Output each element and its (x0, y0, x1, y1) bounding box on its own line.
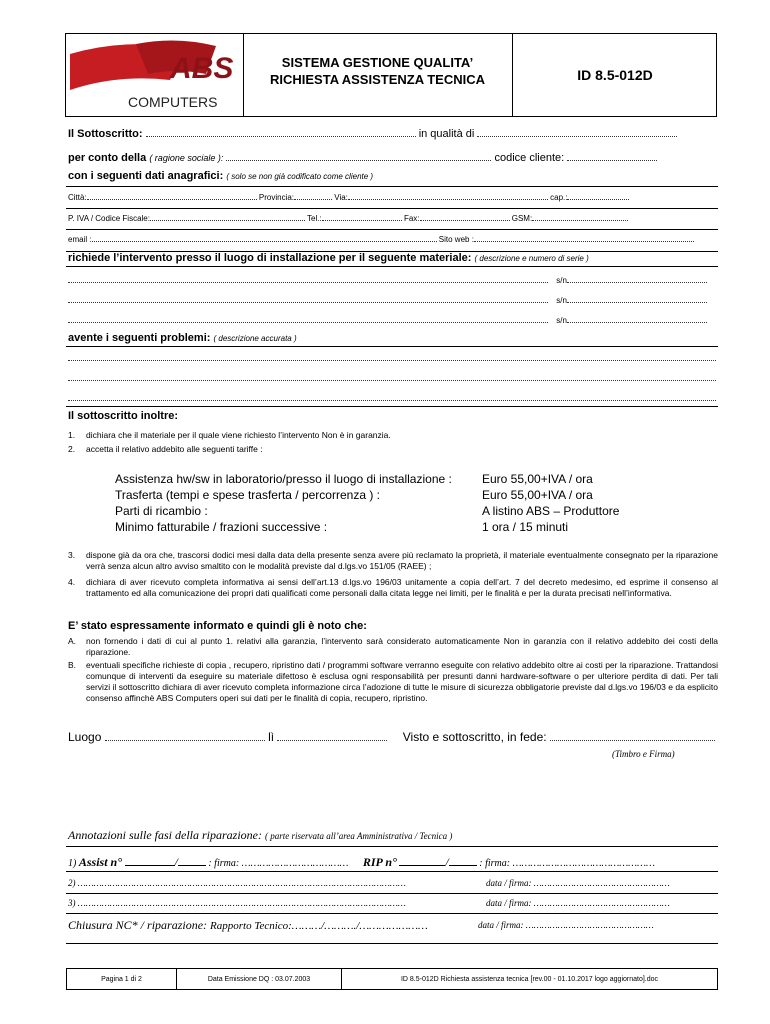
noto-item-a: A. non fornendo i dati di cui al punto 1. relativi alla garanzia, l’intervento sarà considerato automaticamente Non in garanzia con il relativo addebito dei costi della riparazione. (68, 636, 718, 657)
tariffa-row (115, 471, 715, 487)
inoltre-item-1-text: dichiara che il materiale per il quale viene richiesto l’intervento Non è in garanzia. (86, 430, 391, 440)
tariffa-label: Assistenza hw/sw in laboratorio/presso il luogo di installazione : (115, 472, 452, 486)
document-header (65, 33, 717, 117)
inoltre-item-4-text: dichiara di aver ricevuto completa informativa ai sensi dell’art.13 d.lgs.vo 196/03 unitamente a copia dell’art. 7 del decreto medesimo, ed esprime il consenso al trattamento ed alla comunicazione dei propri dati qualificati come personali dalla citata legge nei limiti, per le finalità e per la durata precisati nell’informativa. (86, 577, 718, 598)
timbro-label: (Timbro e Firma) (612, 749, 675, 759)
document-id: ID 8.5-012D (577, 67, 653, 83)
sottoscritto-row (68, 128, 718, 140)
rip-firma: : firma: ………………………………………… (479, 858, 655, 869)
assist-year-field[interactable] (178, 865, 206, 866)
sn-field-3[interactable] (567, 322, 707, 323)
inoltre-item-3: 3. dispone già da ora che, trascorsi dodici mesi dalla data della presente senza avere più reclamato la proprietà, il materiale eventualmente consegnato per la riparazione verrà senza alcun altro avviso smaltito con le modalità previste dal d.lgs.vo 151/05 (RAEE) ; (68, 550, 718, 571)
provincia-field[interactable] (294, 199, 332, 200)
sito-label: Sito web : (438, 235, 474, 244)
firma-row (68, 730, 728, 744)
sn-field-1[interactable] (567, 282, 707, 283)
sottoscritto-label: Il Sottoscritto: (68, 128, 143, 140)
noto-heading: E’ stato espressamente informato e quindi gli è noto che: (68, 620, 367, 632)
footer-filename: ID 8.5-012D Richiesta assistenza tecnica [rev.00 - 01.10.2017 logo aggiornato].doc (342, 969, 718, 990)
footer-page-number: Pagina 1 di 2 (67, 969, 177, 990)
assist-firma: : firma: ……………………………… (208, 858, 349, 869)
logo-text: ABS (170, 52, 234, 85)
inoltre-item-2-text: accetta il relativo addebito alle seguenti tariffe : (86, 444, 263, 454)
via-label: Via: (334, 193, 348, 202)
tel-label: Tel.: (307, 214, 322, 223)
tariffa-label: Minimo fatturabile / frazioni successive : (115, 520, 328, 534)
title-line-2: RICHIESTA ASSISTENZA TECNICA (270, 72, 485, 87)
sito-field[interactable] (474, 241, 694, 242)
piva-label: P. IVA / Codice Fiscale: (68, 214, 150, 223)
problemi-field-2[interactable] (68, 380, 716, 381)
sottoscritto-field[interactable] (146, 136, 416, 137)
in-qualita-field[interactable] (477, 136, 677, 137)
piva-field[interactable] (150, 220, 305, 221)
citta-field[interactable] (87, 199, 257, 200)
materiale-row-2 (68, 296, 718, 305)
annotazioni-row-1: 1) Assist n° / : firma: ……………………………… RIP n° / : firma: ………………………………………… (68, 855, 655, 869)
ragione-sociale-field[interactable] (226, 160, 491, 161)
noto-item-b: B. eventuali specifiche richieste di copia , recupero, ripristino dati / programmi software verranno eseguite con relativo addebito oltre ai costi per la riparazione. Trattandosi comunque di interventi da eseguire su materiale difettoso è esclusa ogni responsabilità per presunti danni hardware-software o per ulteriore perdita di dati. Per tali servizi il sottoscritto dichiara di aver ricevuto completa informazione circa l’adozione di tutte le misure di sicurezza obbligatorie previste dal d.lgs.vo 196/03 e da esplicito consenso affinchè ABS Computers operi sui dati per le finalità di copia, recupero, ripristino. (68, 660, 718, 703)
richiede-label: richiede l’intervento presso il luogo di installazione per il seguente materiale: (68, 252, 472, 264)
materiale-field-1[interactable] (68, 282, 548, 283)
annotazioni-row-2 (68, 878, 716, 888)
dati-anagrafici-label: con i seguenti dati anagrafici: (68, 170, 224, 182)
rip-year-field[interactable] (449, 865, 477, 866)
dati-anagrafici-row (68, 170, 718, 182)
provincia-label: Provincia: (258, 193, 295, 202)
gsm-label: GSM: (511, 214, 533, 223)
email-field[interactable] (92, 241, 437, 242)
codice-cliente-field[interactable] (567, 160, 657, 161)
tariffa-value: Euro 55,00+IVA / ora (482, 488, 593, 502)
annotazioni-row-3 (68, 898, 716, 908)
tariffa-value: 1 ora / 15 minuti (482, 520, 569, 534)
tariffa-value: A listino ABS – Produttore (482, 504, 620, 518)
annotazioni-box (66, 846, 718, 944)
materiale-row-1 (68, 276, 718, 285)
richiede-row (68, 252, 718, 264)
citta-label: Città: (68, 193, 87, 202)
row-3-firma[interactable]: data / firma: …………………………………………… (486, 898, 670, 908)
luogo-field[interactable] (105, 740, 265, 741)
row-2-text[interactable]: 2) …………………………………………………………………………………………………………… (68, 878, 406, 888)
avente-note: ( descrizione accurata ) (213, 334, 297, 343)
inoltre-item-4: 4. dichiara di aver ricevuto completa informativa ai sensi dell’art.13 d.lgs.vo 196/03 unitamente a copia dell’art. 7 del decreto medesimo, ed esprime il consenso al trattamento ed alla comunicazione dei propri dati qualificati come personali dalla citata legge nei limiti, per le finalità e per la durata precisati nell’informativa. (68, 577, 718, 598)
rapporto-field[interactable]: Rapporto Tecnico:………/………./………………… (210, 920, 428, 932)
cap-label: cap.: (550, 193, 568, 202)
materiale-field-2[interactable] (68, 302, 548, 303)
chiusura-label: Chiusura NC* / riparazione: (68, 918, 208, 932)
dati-anagrafici-note: ( solo se non già codificato come cliente ) (226, 172, 374, 181)
document-title (243, 34, 513, 116)
logo-subtext: COMPUTERS (128, 94, 218, 110)
annotazioni-heading: Annotazioni sulle fasi della riparazione: (68, 828, 262, 842)
tariffa-label: Trasferta (tempi e spese trasferta / percorrenza ) : (115, 488, 380, 502)
avente-row (68, 332, 718, 344)
noto-item-b-text: eventuali specifiche richieste di copia , recupero, ripristino dati / programmi software verranno eseguite con relativo addebito oltre ai costi per la riparazione. Trattandosi comunque di interventi da eseguire su materiale difettoso è esclusa ogni responsabilità per presunti danni hardware-software o per ulteriore perdita di dati. Per tali servizi il sottoscritto dichiara di aver ricevuto completa informazione circa l’adozione di tutte le misure di sicurezza obbligatorie previste dal d.lgs.vo 196/03 e da esplicito consenso affinchè ABS Computers operi sui dati per le finalità di copia, recupero, ripristino. (86, 660, 718, 703)
inoltre-heading: Il sottoscritto inoltre: (68, 410, 178, 422)
abs-logo-icon (66, 34, 243, 116)
tariffa-value: Euro 55,00+IVA / ora (482, 472, 593, 486)
sn-label-2: s/n (556, 296, 567, 305)
tariffa-label: Parti di ricambio : (115, 504, 208, 518)
per-conto-label: per conto della (68, 152, 147, 164)
rip-label: RIP n° (362, 855, 397, 869)
tariffe-list (115, 471, 715, 535)
richiede-note: ( descrizione e numero di serie ) (474, 254, 589, 263)
problemi-field-3[interactable] (68, 400, 716, 401)
annotazioni-row (68, 828, 452, 843)
visto-label: Visto e sottoscritto, in fede: (402, 730, 547, 744)
sn-label-1: s/n (556, 276, 567, 285)
tariffa-row (115, 503, 715, 519)
annotazioni-note: ( parte riservata all’area Amministrativa / Tecnica ) (265, 831, 453, 841)
luogo-label: Luogo (68, 730, 102, 744)
noto-item-a-text: non fornendo i dati di cui al punto 1. relativi alla garanzia, l’intervento sarà considerato automaticamente Non in garanzia con il relativo addebito dei costi della riparazione. (86, 636, 718, 657)
sn-label-3: s/n (556, 316, 567, 325)
cap-field[interactable] (567, 199, 629, 200)
anagrafica-row-2 (68, 214, 716, 223)
per-conto-row (68, 152, 718, 164)
data-field[interactable] (277, 740, 387, 741)
gsm-field[interactable] (532, 220, 628, 221)
avente-label: avente i seguenti problemi: (68, 332, 211, 344)
inoltre-item-3-text: dispone già da ora che, trascorsi dodici mesi dalla data della presente senza avere più reclamato la proprietà, il materiale eventualmente consegnato per la riparazione verrà senza alcun altro avviso smaltito con le modalità previste dal d.lgs.vo 151/05 (RAEE) ; (86, 550, 718, 571)
in-qualita-label: in qualità di (418, 128, 475, 140)
tariffa-row (115, 519, 715, 535)
assist-label: Assist n° (78, 855, 122, 869)
anagrafica-row-1 (68, 193, 716, 202)
sn-field-2[interactable] (567, 302, 707, 303)
fax-label: Fax: (403, 214, 420, 223)
fax-field[interactable] (420, 220, 510, 221)
codice-cliente-label: codice cliente: (494, 152, 565, 164)
anagrafica-row-3 (68, 235, 716, 244)
company-logo (66, 34, 244, 116)
materiale-field-3[interactable] (68, 322, 548, 323)
row-2-firma[interactable]: data / firma: …………………………………………… (486, 878, 670, 888)
page-footer (66, 968, 718, 990)
anagrafica-box (66, 186, 718, 252)
chiusura-firma[interactable]: data / firma: ………………………………………… (478, 920, 654, 930)
problemi-field-1[interactable] (68, 360, 716, 361)
email-label: email : (68, 235, 92, 244)
row-1-prefix: 1) (68, 858, 77, 869)
ragione-sociale-label: ( ragione sociale ): (149, 153, 224, 163)
tel-field[interactable] (322, 220, 402, 221)
title-line-1: SISTEMA GESTIONE QUALITA’ (281, 55, 474, 70)
materiale-row-3 (68, 316, 718, 325)
assist-number-field[interactable] (125, 865, 175, 866)
via-field[interactable] (348, 199, 548, 200)
row-3-text[interactable]: 3) …………………………………………………………………………………………………………… (68, 898, 406, 908)
footer-data-emissione: Data Emissione DQ : 03.07.2003 (177, 969, 342, 990)
annotazioni-row-chiusura (68, 918, 716, 933)
firma-field[interactable] (550, 740, 715, 741)
rip-number-field[interactable] (399, 865, 445, 866)
tariffa-row (115, 487, 715, 503)
li-label: lì (268, 730, 275, 744)
